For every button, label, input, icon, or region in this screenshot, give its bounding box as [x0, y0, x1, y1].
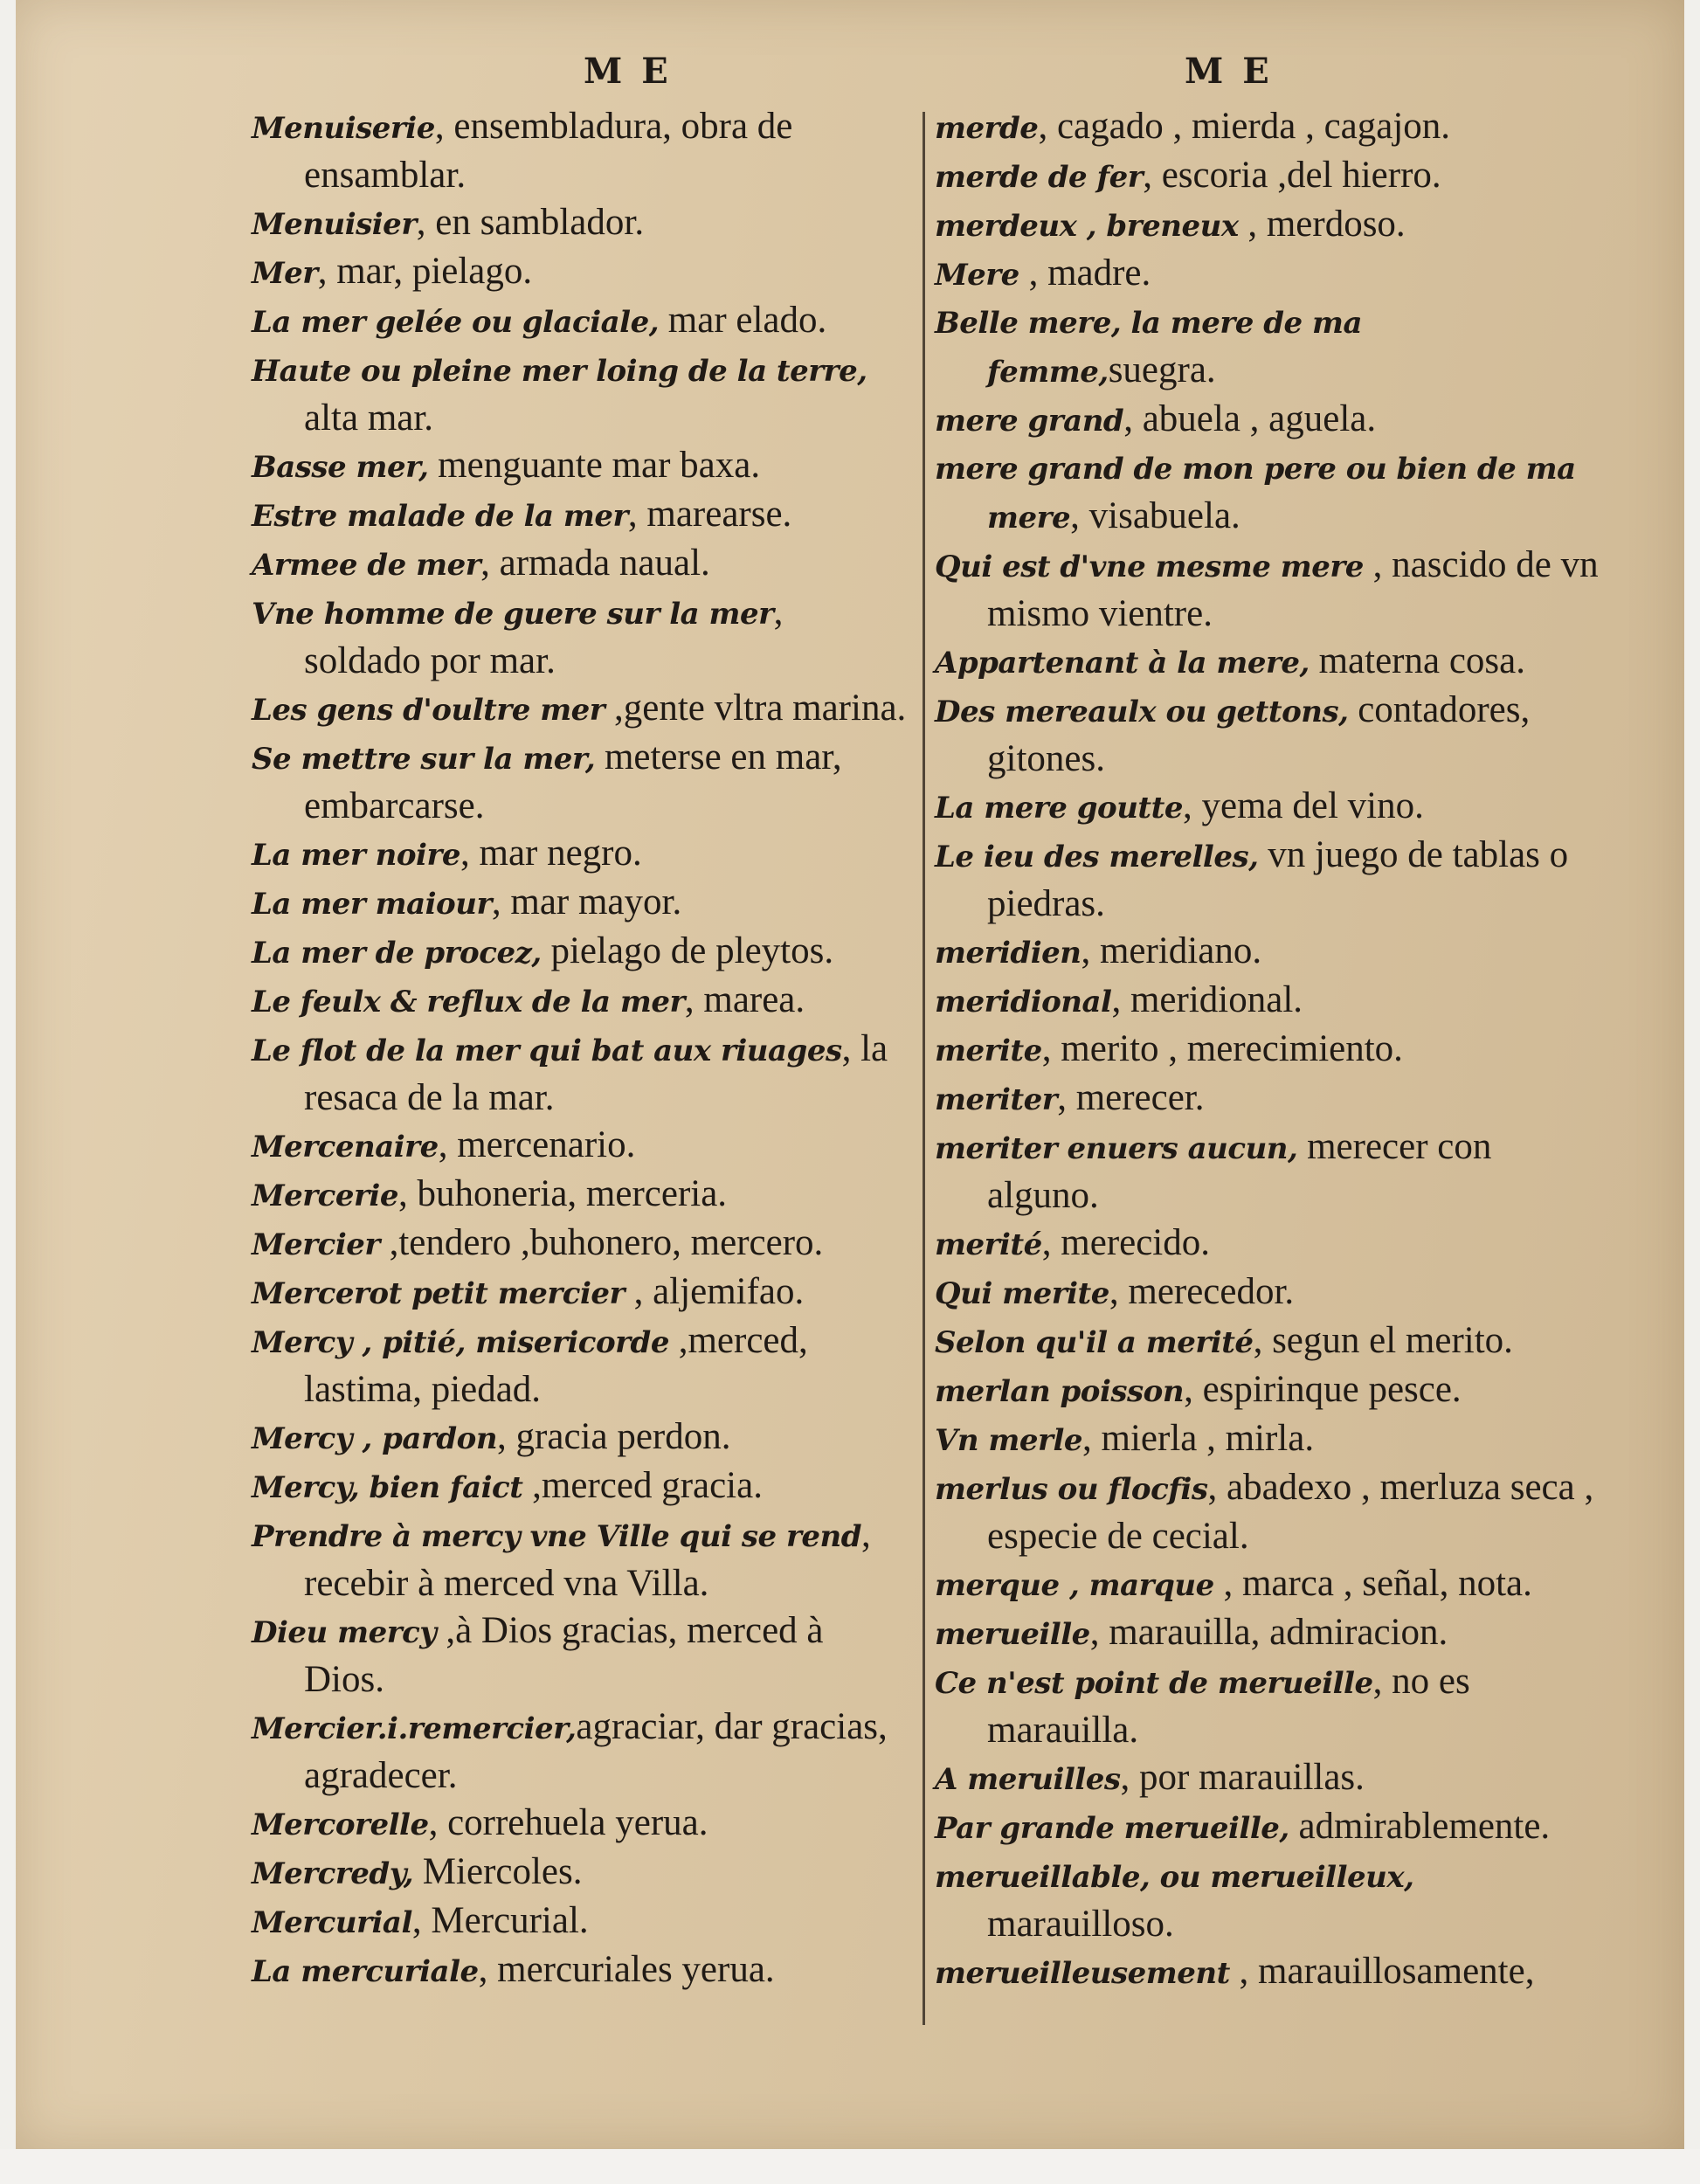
entry-translation: , soldado por mar. [304, 591, 784, 681]
entry-headword: Armee de mer [252, 548, 481, 583]
entry-headword: Les gens d'oultre mer [252, 693, 605, 728]
entry-translation: , mar mayor. [491, 881, 682, 923]
dictionary-entry [252, 540, 907, 589]
dictionary-entry [935, 1268, 1599, 1317]
entry-translation: , buhoneria, merceria. [397, 1173, 728, 1214]
dictionary-entry [935, 977, 1599, 1026]
entry-translation: , recebir à merced vna Villa. [304, 1514, 871, 1604]
dictionary-entry [252, 1704, 907, 1800]
left-column [252, 103, 907, 1995]
entry-translation: contadores, gitones. [987, 689, 1531, 779]
entry-headword: Qui merite [935, 1276, 1109, 1311]
entry-headword: meridien [935, 936, 1082, 971]
entry-translation: ,merced gracia. [522, 1465, 763, 1506]
entry-headword: merueille [935, 1617, 1090, 1652]
entry-headword: Mercier.i.remercier, [252, 1711, 577, 1746]
dictionary-entry [252, 1268, 907, 1317]
entry-headword: merque , marque [935, 1568, 1214, 1603]
entry-headword: Se mettre sur la mer, [252, 742, 596, 777]
entry-headword: merde [935, 111, 1039, 146]
entry-translation: ,merced, lastima, piedad. [304, 1320, 808, 1410]
entry-translation: pielago de pleytos. [541, 930, 834, 971]
entry-headword: Belle mere, la mere de ma femme, [935, 306, 1363, 390]
entry-translation: , escoria ,del hierro. [1143, 155, 1441, 196]
entry-translation: , meridional. [1111, 979, 1303, 1020]
entry-headword: Mercerie [252, 1178, 398, 1213]
entry-translation: , armada naual. [480, 543, 710, 584]
dictionary-entry [935, 201, 1599, 250]
dictionary-entry [252, 1171, 907, 1220]
entry-translation: , marauilla, admiracion. [1089, 1612, 1448, 1653]
entry-headword: merlan poisson [935, 1374, 1185, 1409]
entry-headword: Appartenant à la mere, [935, 646, 1310, 681]
entry-translation: , Mercurial. [411, 1900, 589, 1941]
entry-headword: mere grand de mon pere ou bien de ma mere [935, 452, 1576, 536]
entry-headword: meriter enuers aucun, [935, 1131, 1298, 1166]
dictionary-entry [252, 879, 907, 928]
entry-translation: , espirinque pesce. [1184, 1369, 1462, 1410]
dictionary-entry [935, 1803, 1599, 1852]
dictionary-entry [935, 687, 1599, 783]
dictionary-entry [935, 103, 1599, 152]
entry-headword: Mercy, bien faict [252, 1470, 523, 1505]
column-divider [923, 112, 925, 2025]
dictionary-entry [935, 1560, 1599, 1609]
entry-translation: , meridiano. [1081, 930, 1262, 971]
entry-translation: , mercuriales yerua. [478, 1949, 775, 1990]
entry-translation: , mierla , mirla. [1082, 1418, 1315, 1459]
left-running-header: M E [584, 51, 672, 92]
dictionary-entry [252, 928, 907, 977]
dictionary-entry [935, 152, 1599, 201]
dictionary-entry [252, 1122, 907, 1171]
entry-headword: La mer maiour [252, 887, 492, 922]
entry-headword: merdeux , breneux [935, 209, 1239, 244]
entry-translation: , nascido de vn mismo vientre. [987, 544, 1599, 634]
dictionary-entry [935, 1123, 1599, 1220]
dictionary-entry [252, 1317, 907, 1413]
dictionary-entry [252, 1026, 907, 1122]
dictionary-entry [252, 830, 907, 879]
entry-translation: , abuela , aguela. [1123, 398, 1377, 439]
entry-translation: , cagado , mierda , cagajon. [1038, 106, 1451, 147]
entry-translation: , no es marauilla. [987, 1661, 1470, 1751]
entry-headword: Le ieu des merelles, [935, 840, 1259, 874]
dictionary-entry [252, 491, 907, 540]
entry-translation: , yema del vino. [1182, 785, 1424, 826]
entry-translation: , en samblador. [416, 202, 645, 243]
entry-headword: Le flot de la mer qui bat aux riuages [252, 1033, 842, 1068]
entry-translation: , marearse. [627, 494, 792, 535]
entry-headword: Qui est d'vne mesme mere [935, 549, 1364, 584]
dictionary-entry [935, 250, 1599, 299]
dictionary-entry [935, 445, 1599, 542]
entry-headword: merité [935, 1227, 1042, 1262]
dictionary-entry [935, 299, 1599, 396]
dictionary-entry [935, 1075, 1599, 1123]
dictionary-entry [252, 1607, 907, 1704]
entry-translation: , aljemifao. [624, 1271, 805, 1312]
entry-translation: menguante mar baxa. [428, 445, 761, 486]
entry-translation: , marca , señal, nota. [1213, 1563, 1532, 1604]
entry-headword: Mere [935, 258, 1019, 293]
entry-headword: merueilleusement [935, 1956, 1230, 1991]
dictionary-entry [935, 928, 1599, 977]
right-column [935, 103, 1599, 1997]
dictionary-entry [252, 103, 907, 199]
dictionary-entry [252, 734, 907, 830]
entry-headword: meridional [935, 985, 1112, 1019]
entry-headword: Estre malade de la mer [252, 499, 628, 534]
entry-headword: La mer de procez, [252, 936, 542, 971]
dictionary-entry [252, 1413, 907, 1462]
dictionary-entry [935, 1948, 1599, 1997]
entry-translation: , abadexo , merluza seca , especie de cecial. [987, 1467, 1594, 1557]
entry-headword: Mercy , pitié, misericorde [252, 1325, 669, 1360]
entry-translation: ,tendero ,buhonero, mercero. [379, 1222, 824, 1263]
dictionary-entry [252, 346, 907, 442]
entry-headword: Mercier [252, 1227, 380, 1262]
dictionary-entry [252, 1220, 907, 1268]
entry-translation: , merecedor. [1109, 1271, 1295, 1312]
entry-translation: , mar negro. [460, 833, 642, 874]
dictionary-entry [252, 685, 907, 734]
entry-translation: merecer con alguno. [987, 1126, 1492, 1216]
dictionary-entry [252, 589, 907, 685]
right-running-header: M E [1185, 51, 1273, 92]
entry-translation: vn juego de tablas o piedras. [987, 834, 1569, 924]
entry-headword: Mercurial [252, 1905, 412, 1940]
entry-headword: Basse mer, [252, 450, 429, 485]
entry-headword: La mercuriale [252, 1954, 479, 1989]
dictionary-entry [935, 1026, 1599, 1075]
entry-headword: meriter [935, 1082, 1058, 1117]
entry-translation: , por marauillas. [1120, 1757, 1365, 1798]
entry-headword: Mer [252, 256, 318, 291]
entry-headword: mere grand [935, 404, 1124, 439]
entry-translation: , ensembladura, obra de ensamblar. [304, 106, 793, 196]
dictionary-entry [252, 1462, 907, 1511]
entry-headword: Le feulx & reflux de la mer [252, 985, 685, 1019]
dictionary-entry [252, 1849, 907, 1897]
entry-headword: Ce n'est point de merueille [935, 1666, 1373, 1701]
dictionary-entry [935, 1852, 1599, 1948]
dictionary-entry [935, 783, 1599, 832]
entry-translation: , la resaca de la mar. [304, 1028, 888, 1118]
entry-headword: Prendre à mercy vne Ville qui se rend [252, 1519, 862, 1554]
entry-headword: A meruilles [935, 1762, 1121, 1797]
entry-headword: Mercerot petit mercier [252, 1276, 625, 1311]
entry-translation: , correhuela yerua. [428, 1802, 708, 1843]
entry-headword: Mercenaire [252, 1130, 439, 1165]
entry-headword: merueillable, ou merueilleux, [935, 1860, 1414, 1895]
entry-headword: Des mereaulx ou gettons, [935, 695, 1349, 729]
dictionary-entry [935, 1464, 1599, 1560]
dictionary-entry [935, 1317, 1599, 1366]
entry-translation: , merdoso. [1238, 204, 1406, 245]
entry-headword: Mercorelle [252, 1807, 429, 1842]
entry-headword: Dieu mercy [252, 1615, 437, 1650]
dictionary-entry [935, 1609, 1599, 1658]
dictionary-entry [252, 977, 907, 1026]
entry-translation: , merito , merecimiento. [1041, 1028, 1403, 1069]
dictionary-entry [252, 199, 907, 248]
entry-translation: , madre. [1019, 252, 1151, 294]
entry-headword: La mer gelée ou glaciale, [252, 305, 660, 340]
entry-translation: ,gente vltra marina. [605, 688, 907, 729]
dictionary-entry [935, 1415, 1599, 1464]
entry-headword: Mercy , pardon [252, 1421, 498, 1456]
entry-translation: materna cosa. [1309, 640, 1525, 681]
entry-translation: , merecer. [1057, 1077, 1205, 1118]
dictionary-entry [252, 248, 907, 297]
dictionary-entry [935, 832, 1599, 928]
scan-margin [0, 2149, 1700, 2184]
entry-headword: Vne homme de guere sur la mer [252, 597, 774, 632]
entry-headword: Par grande merueille, [935, 1811, 1289, 1846]
entry-headword: La mer noire [252, 838, 460, 873]
book-page [16, 0, 1684, 2149]
dictionary-entry [935, 1366, 1599, 1415]
dictionary-entry [252, 1800, 907, 1849]
entry-translation: , segun el merito. [1253, 1320, 1513, 1361]
dictionary-entry [935, 638, 1599, 687]
entry-translation: , gracia perdon. [497, 1416, 731, 1457]
entry-headword: Menuisier [252, 207, 417, 242]
entry-translation: admirablemente. [1289, 1806, 1551, 1847]
entry-translation: , mar, pielago. [317, 251, 533, 292]
dictionary-entry [935, 542, 1599, 638]
entry-translation: , marauillosamente, [1229, 1951, 1535, 1992]
entry-headword: La mere goutte [935, 791, 1183, 826]
entry-translation: ,à Dios gracias, merced à Dios. [304, 1610, 824, 1700]
entry-translation: suegra. [1108, 349, 1216, 390]
entry-headword: Mercredy, [252, 1856, 414, 1891]
dictionary-entry [252, 442, 907, 491]
dictionary-entry [252, 1511, 907, 1607]
entry-headword: Vn merle [935, 1423, 1083, 1458]
dictionary-entry [935, 1658, 1599, 1754]
dictionary-entry [935, 396, 1599, 445]
entry-translation: mar elado. [659, 300, 827, 341]
entry-translation: agraciar, dar gracias, agradecer. [304, 1706, 888, 1796]
entry-headword: Selon qu'il a merité [935, 1325, 1254, 1360]
entry-translation: , marea. [684, 979, 805, 1020]
entry-headword: merde de fer [935, 160, 1144, 195]
entry-translation: alta mar. [304, 397, 434, 439]
entry-translation: , merecido. [1041, 1222, 1211, 1263]
entry-headword: Menuiserie [252, 111, 435, 146]
entry-translation: , mercenario. [438, 1124, 636, 1165]
entry-headword: merite [935, 1033, 1042, 1068]
dictionary-entry [252, 1897, 907, 1946]
entry-translation: meterse en mar, embarcarse. [304, 736, 842, 826]
entry-headword: merlus ou flocfis [935, 1472, 1208, 1507]
entry-translation: Miercoles. [413, 1851, 583, 1892]
dictionary-entry [935, 1754, 1599, 1803]
entry-translation: marauilloso. [987, 1904, 1174, 1945]
dictionary-entry [252, 297, 907, 346]
entry-headword: Haute ou pleine mer loing de la terre, [252, 354, 867, 389]
entry-translation: , visabuela. [1070, 495, 1240, 536]
dictionary-entry [935, 1220, 1599, 1268]
dictionary-entry [252, 1946, 907, 1995]
